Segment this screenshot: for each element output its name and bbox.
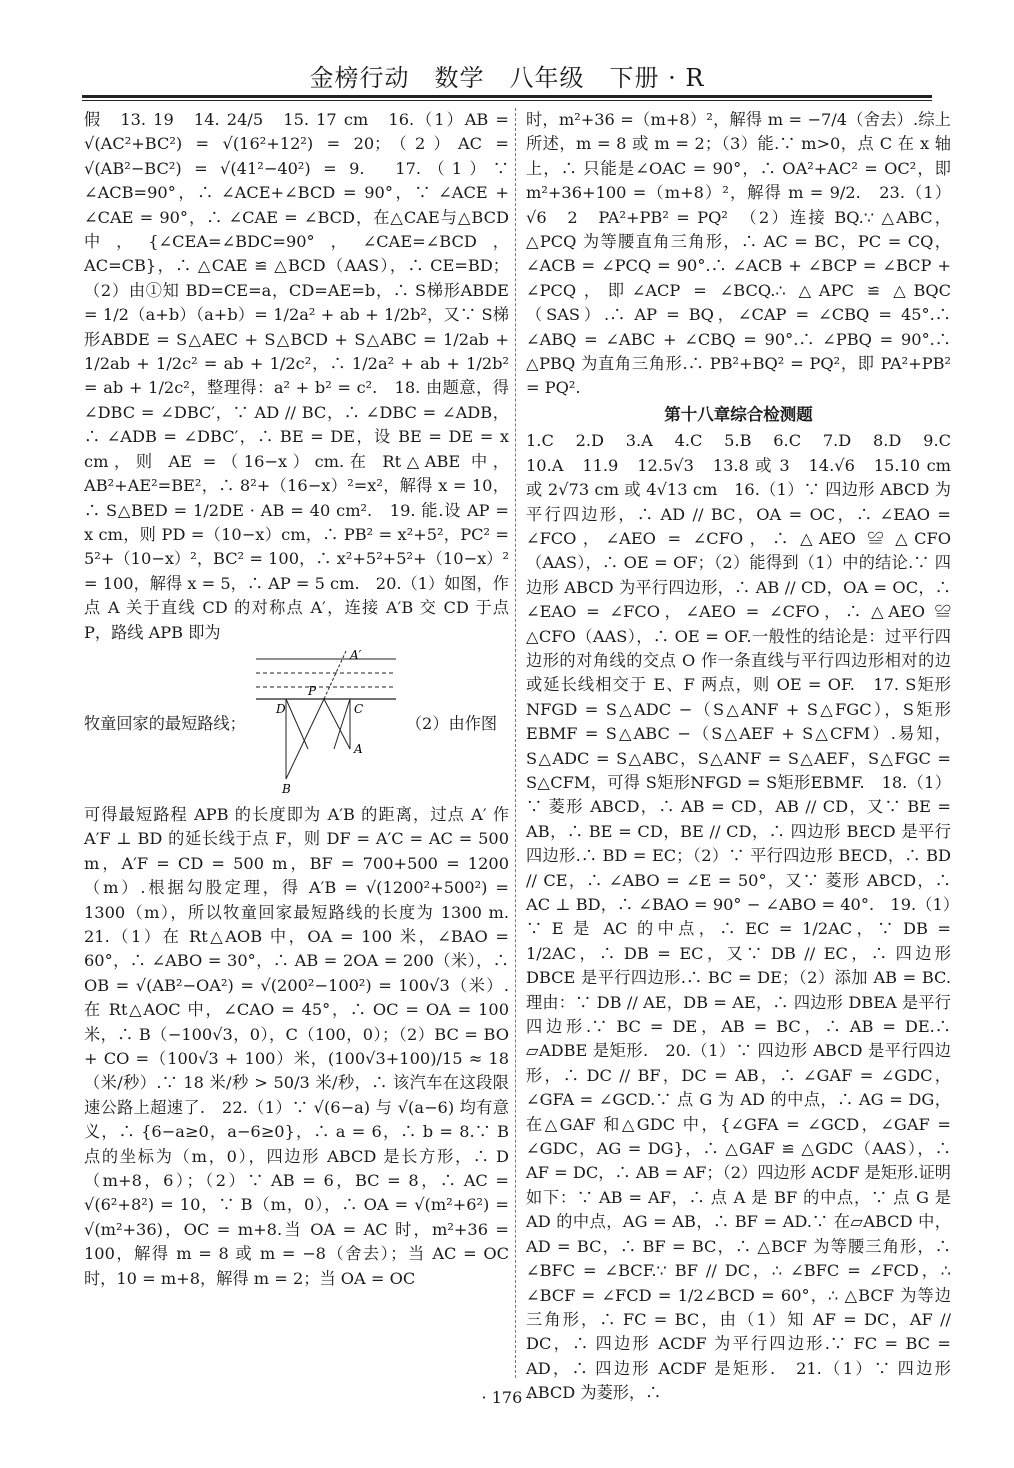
line-p-a: [324, 699, 350, 749]
page-number: · 176 ·: [481, 1388, 533, 1407]
left-answers-part2: 可得最短路程 APB 的长度即为 A′B 的距离，过点 A′ 作 A′F ⊥ BD 的延长线于点 F，则 DF = A′C = AC = 500 m，A′F = CD = 500 m，BF = 700+500 = 1200（m）.根据勾股定理，得 A′B = √(1200²+500²) = 1300（m），所以牧童回家最短路线的长度为 1300 m. 21.（1）在 Rt△AOB 中，OA = 100 米，∠BAO = 60°，∴ ∠ABO = 30°，∴ AB = 2OA = 200（米），∴ OB = √(AB²−OA²) = √(200²−100²) = 100√3（米）.在 Rt△AOC 中，∠CAO = 45°，∴ OC = OA = 100 米，∴ B（−100√3，0），C（100，0）；（2）BC = BO + CO =（100√3 + 100）米，(100√3+100)/15 ≈ 18（米/秒）.∵ 18 米/秒 > 50/3 米/秒，∴ 该汽车在这段限速公路上超速了. 22.（1）∵ √(6−a) 与 √(a−6) 均有意义，∴ {6−a≥0，a−6≥0}，∴ a = 6，∴ b = 8.∵ B 点的坐标为（m，0），四边形 ABCD 是长方形，∴ D（m+8，6）；（2）∵ AB = 6，BC = 8，∴ AC = √(6²+8²) = 10，∵ B（m，0），∴ OA = √(m²+6²) = √(m²+36)，OC = m+8.当 OA = AC 时，m²+36 = 100，解得 m = 8 或 m = −8（舍去）；当 AC = OC 时，10 = m+8，解得 m = 2；当 OA = OC: [84, 804, 526, 1288]
left-answers-part1: 假 13. 19 14. 24/5 15. 17 cm 16.（1）AB = √(AC²+BC²) = √(16²+12²) = 20；（2）AC = √(AB²−BC²) = √(41²−40²) = 9. 17.（1）∵ ∠ACB=90°，∴ ∠ACE+∠BCD = 90°，∵ ∠ACE + ∠CAE = 90°，∴ ∠CAE = ∠BCD，在△CAE与△BCD中，{∠CEA=∠BDC=90°，∠CAE=∠BCD，AC=CB}，∴ △CAE ≌ △BCD（AAS），∴ CE=BD；（2）由①知 BD=CE=a，CD=AE=b，∴ S梯形ABDE = 1/2（a+b）（a+b）= 1/2a² + ab + 1/2b²，又∵ S梯形ABDE = S△AEC + S△BCD + S△ABC = 1/2ab + 1/2ab + 1/2c² = ab + 1/2c²，∴ 1/2a² + ab + 1/2b² = ab + 1/2c²，整理得：a² + b² = c². 18. 由题意，得∠DBC = ∠DBC′，∵ AD // BC，∴ ∠DBC = ∠ADB，∴ ∠ADB = ∠DBC′，∴ BE = DE，设 BE = DE = x cm，则 AE =（16−x）cm.在 Rt△ABE 中，AB²+AE²=BE²，∴ 8²+（16−x）²=x²，解得 x = 10，∴ S△BED = 1/2DE · AB = 40 cm². 19. 能.设 AP = x cm，则 PD =（10−x）cm，∴ PB² = x²+5²，PC² = 5²+（10−x）²，BC² = 100，∴ x²+5²+5²+（10−x）² = 100，解得 x = 5，∴ AP = 5 cm. 20.（1）如图，作点 A 关于直线 CD 的对称点 A′，连接 A′B 交 CD 于点 P，路线 APB 即为: [84, 110, 515, 642]
right-answers-part2: 1.C 2.D 3.A 4.C 5.B 6.C 7.D 8.D 9.C 10.A 11.9 12.5√3 13.8 或 3 14.√6 15.10 cm 或 2√73 cm 或 4√13 cm 16.（1）∵ 四边形 ABCD 为平行四边形，∴ AD // BC，OA = OC，∴ ∠EAO = ∠FCO，∠AEO = ∠CFO，∴ △AEO ≌ △CFO（AAS），∴ OE = OF；（2）能得到（1）中的结论.∵ 四边形 ABCD 为平行四边形，∴ AB // CD，OA = OC，∴ ∠EAO = ∠FCO，∠AEO = ∠CFO，∴ △AEO ≌ △CFO（AAS），∴ OE = OF.一般性的结论是：过平行四边形的对角线的交点 O 作一条直线与平行四边形相对的边或延长线相交于 E、F 两点，则 OE = OF. 17. S矩形NFGD = S△ADC −（S△ANF + S△FGC），S矩形EBMF = S△ABC −（S△AEF + S△CFM）.易知，S△ADC = S△ABC，S△ANF = S△AEF，S△FGC = S△CFM，可得 S矩形NFGD = S矩形EBMF. 18.（1）∵ 菱形 ABCD，∴ AB = CD，AB // CD，又∵ BE = AB，∴ BE = CD，BE // CD，∴ 四边形 BECD 是平行四边形.∴ BD = EC；（2）∵ 平行四边形 BECD，∴ BD // CE，∴ ∠ABO = ∠E = 50°，又∵ 菱形 ABCD，∴ AC ⊥ BD，∴ ∠BAO = 90° − ∠ABO = 40°. 19.（1）∵ E 是 AC 的中点，∴ EC = 1/2AC，∵ DB = 1/2AC，∴ DB = EC，又∵ DB // EC，∴ 四边形 DBCE 是平行四边形.∴ BC = DE；（2）添加 AB = BC.理由：∵ DB // AE，DB = AE，∴ 四边形 DBEA 是平行四边形.∵ BC = DE，AB = BC，∴ AB = DE.∴ ▱ADBE 是矩形. 20.（1）∵ 四边形 ABCD 是平行四边形，∴ DC // BF，DC = AB，∴ ∠GAF = ∠GDC，∠GFA = ∠GCD.∵ 点 G 为 AD 的中点，∴ AG = DG，在△GAF 和△GDC 中，{∠GFA = ∠GCD，∠GAF = ∠GDC，AG = DG}，∴ △GAF ≌ △GDC（AAS），∴ AF = DC，∴ AB = AF；（2）四边形 ACDF 是矩形.证明如下：∵ AB = AF，∴ 点 A 是 BF 的中点，∵ 点 G 是 AD 的中点，AG = AB，∴ BF = AD.∵ 在▱ABCD 中，AD = BC，∴ BF = BC，∴ △BCF 为等腰三角形，∴ ∠BFC = ∠BCF.∵ BF // DC，∴ ∠BFC = ∠FCD，∴ ∠BCF = ∠FCD = 1/2∠BCD = 60°，∴ △BCF 为等边三角形，∴ FC = BC，由（1）知 AF = DC，AF // DC，∴ 四边形 ACDF 为平行四边形.∵ FC = BC = AD，∴ 四边形 ACDF 是矩形. 21.（1）∵ 四边形 ABCD 为菱形，∴: [526, 431, 968, 1403]
header-rule: [82, 95, 932, 98]
figure-row: [84, 649, 509, 799]
line-d-p: [286, 699, 308, 749]
label-c: C: [353, 701, 364, 716]
figure-lead-text: 牧童回家的最短路线；: [84, 713, 246, 733]
left-column: [84, 108, 526, 1291]
right-answers-part1: 时，m²+36 =（m+8）²，解得 m = −7/4（舍去）.综上所述，m = 8 或 m = 2；（3）能.∵ m>0，点 C 在 x 轴上，∴ 只能是∠OAC = 90°，∴ OA²+AC² = OC²，即 m²+36+100 =（m+8）²，解得 m = 9/2. 23.（1）√6 2 PA²+PB² = PQ² （2）连接 BQ.∵ △ABC，△PCQ 为等腰直角三角形，∴ AC = BC，PC = CQ，∠ACB = ∠PCQ = 90°.∴ ∠ACB + ∠BCP = ∠BCP + ∠PCQ，即∠ACP = ∠BCQ.∴ △APC ≌ △BQC（SAS）.∴ AP = BQ，∠CAP = ∠CBQ = 45°.∴ ∠ABQ = ∠ABC + ∠CBQ = 90°.∴ ∠PBQ = 90°.∴ △PBQ 为直角三角形.∴ PB²+BQ² = PQ²，即 PA²+PB² = PQ².: [526, 110, 957, 398]
right-column: [526, 108, 968, 1406]
label-b: B: [281, 781, 291, 796]
column-divider: [515, 108, 516, 1378]
header-rule-thin: [82, 100, 932, 101]
label-a: A: [353, 741, 363, 756]
line-p-aprime: [324, 651, 346, 699]
page-header: 金榜行动 数学 八年级 下册 · R: [309, 64, 705, 92]
line-c-low: [334, 699, 350, 749]
label-d: D: [275, 701, 286, 716]
label-a-prime: A′: [349, 648, 362, 662]
section-title: 第十八章综合检测题: [664, 404, 813, 424]
label-p: P: [307, 683, 316, 698]
shortest-path-figure: [246, 649, 406, 799]
figure-tail-text: （2）由作图: [405, 713, 498, 733]
